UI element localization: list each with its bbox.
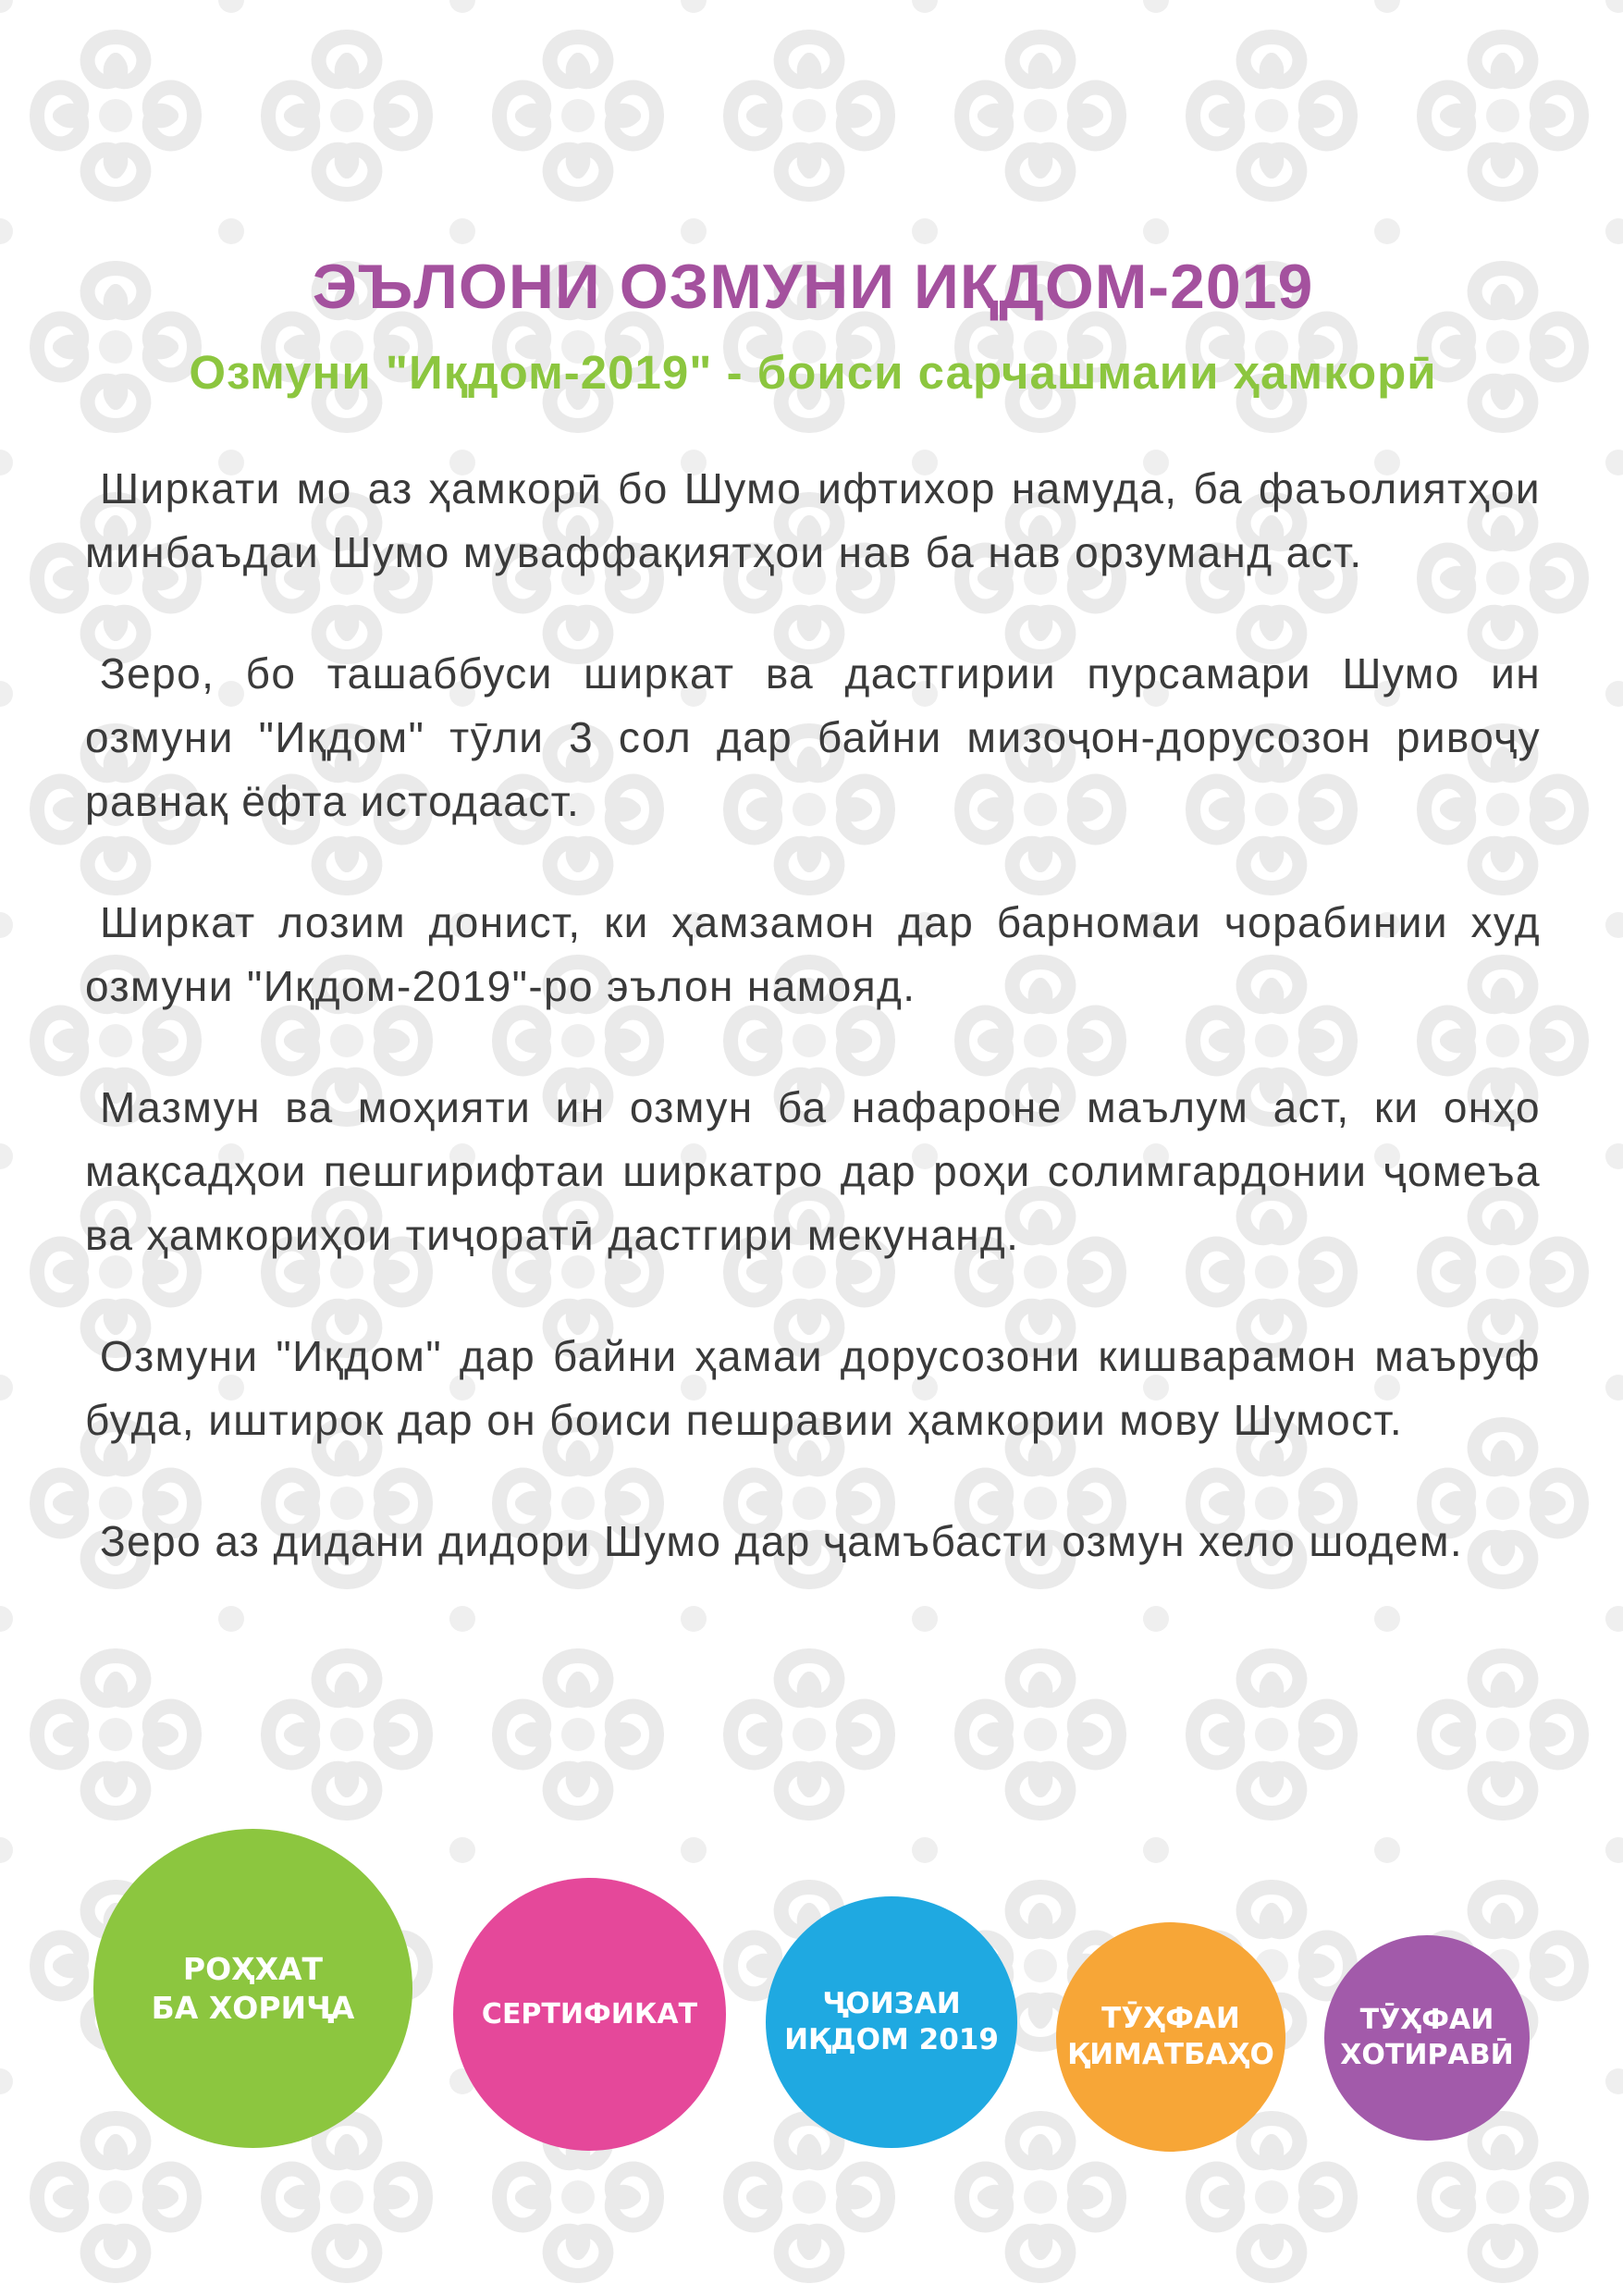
prize-label: СЕРТИФИКАТ [481,1997,698,2031]
prize-circle-trip-abroad [93,1829,412,2148]
prize-circle-certificate [453,1878,726,2151]
paragraph-5: Озмуни "Иқдом" дар байни ҳамаи дорусозони кишварамон маъруф буда, иштирок дар он боиси пешравии ҳамкории мову Шумост. [85,1332,1541,1444]
prize-label: ТӮҲФАИ ХОТИРАВӢ [1340,2004,1514,2071]
prize-circle-iqdom-award [766,1896,1017,2148]
paragraph-4: Мазмун ва моҳияти ин озмун ба нафароне маълум аст, ки онҳо мақсадҳои пешгирифтаи ширкатро дар роҳи солимгардонии ҷомеъа ва ҳамкориҳои тиҷоратӣ дастгири мекунанд. [85,1083,1541,1259]
prize-circle-souvenir-gift [1324,1935,1530,2141]
body-text [85,457,1541,1574]
page-subtitle: Озмуни "Иқдом-2019" - боиси сарчашмаии ҳамкорӣ [189,346,1437,399]
paragraph-6: Зеро аз дидани дидори Шумо дар ҷамъбасти озмун хело шодем. [100,1517,1464,1565]
page-title: ЭЪЛОНИ ОЗМУНИ ИҚДОМ-2019 [312,252,1314,322]
paragraph-3: Ширкат лозим донист, ки ҳамзамон дар барномаи чорабинии худ озмуни "Иқдом-2019"-ро эълон намояд. [85,898,1541,1010]
prize-circle-valuable-gift [1056,1922,1285,2152]
paragraph-2: Зеро, бо ташаббуси ширкат ва дастгирии пурсамари Шумо ин озмуни "Иқдом" тӯли 3 сол дар байни мизоҷон-дорусозон ривоҷу равнақ ёфта истодааст. [85,649,1541,825]
flyer-content [85,250,1541,1574]
paragraph-1: Ширкати мо аз ҳамкорӣ бо Шумо ифтихор намуда, ба фаъолиятҳои минбаъдаи Шумо муваффақиятҳои нав ба нав орзуманд аст. [85,464,1541,576]
prize-label: ТӮҲФАИ ҚИМАТБАҲО [1067,2002,1274,2071]
prize-label: ҶОИЗАИ ИҚДОМ 2019 [784,1987,999,2056]
prize-label: РОҲХАТ БА ХОРИҶА [151,1950,355,2026]
